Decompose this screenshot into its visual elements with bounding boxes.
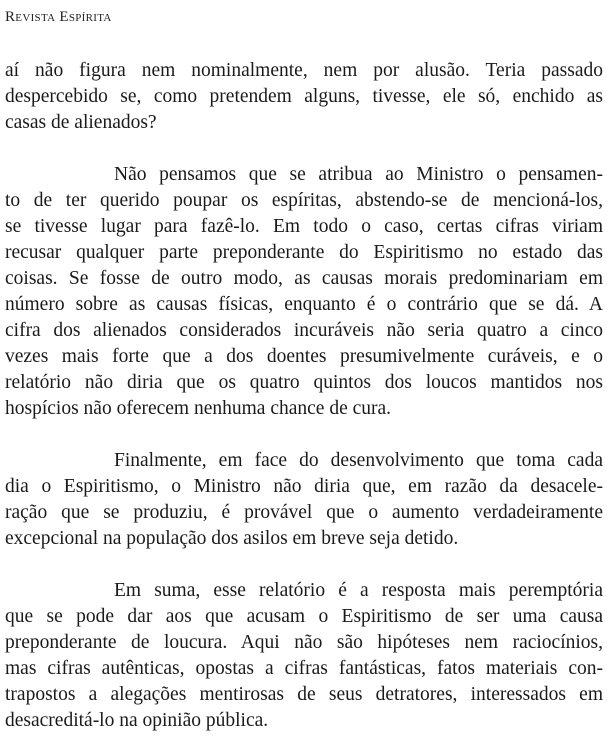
text-line: Finalmente, em face do desenvolvimento que toma cada [114,450,603,471]
text-line: relatório não diria que os quatro quintos dos loucos mantidos nos [5,372,603,393]
text-line: coisas. Se fosse de outro modo, as causas morais predominariam em [5,268,603,289]
text-line: excepcional na população dos asilos em breve seja detido. [5,528,459,549]
text-line: cifra dos alienados considerados incuráveis não seria quatro a cinco [5,320,603,341]
text-line: ração que se produziu, é provável que o aumento verdadeiramente [5,502,603,523]
text-line: recusar qualquer parte preponderante do Espiritismo no estado das [5,242,603,263]
text-line: que se pode dar aos que acusam o Espiritismo de ser uma causa [5,606,603,627]
running-header: Revista Espírita [5,9,112,25]
text-line: mas cifras autênticas, opostas a cifras fantásticas, fatos materiais con- [5,658,603,679]
paragraph-1 [5,58,603,136]
text-line: despercebido se, como pretendem alguns, tivesse, ele só, enchido as [5,86,603,107]
text-line: Não pensamos que se atribua ao Ministro o pensamen- [114,164,603,185]
text-line: trapostos a alegações mentirosas de seus detratores, interessados em [5,684,603,705]
paragraph-2 [5,162,603,422]
text-line: desacreditá-lo na opinião pública. [5,710,269,731]
text-line: casas de alienados? [5,112,157,133]
text-line: número sobre as causas físicas, enquanto é o contrário que se dá. A [5,294,603,315]
text-line: to de ter querido poupar os espíritas, abstendo-se de mencioná-los, [5,190,603,211]
paragraph-4 [5,578,603,734]
text-line: dia o Espiritismo, o Ministro não diria que, em razão da desacele- [5,476,603,497]
text-line: preponderante de loucura. Aqui não são hipóteses nem raciocínios, [5,632,603,653]
paragraph-3 [5,448,603,552]
text-line: vezes mais forte que a dos doentes presumivelmente curáveis, e o [5,346,603,367]
text-line: aí não figura nem nominalmente, nem por alusão. Teria passado [5,60,603,81]
text-line: Em suma, esse relatório é a resposta mais peremptória [114,580,603,601]
body-text [5,58,603,734]
text-line: se tivesse lugar para fazê-lo. Em todo o caso, certas cifras viriam [5,216,603,237]
text-line: hospícios não oferecem nenhuma chance de cura. [5,398,392,419]
